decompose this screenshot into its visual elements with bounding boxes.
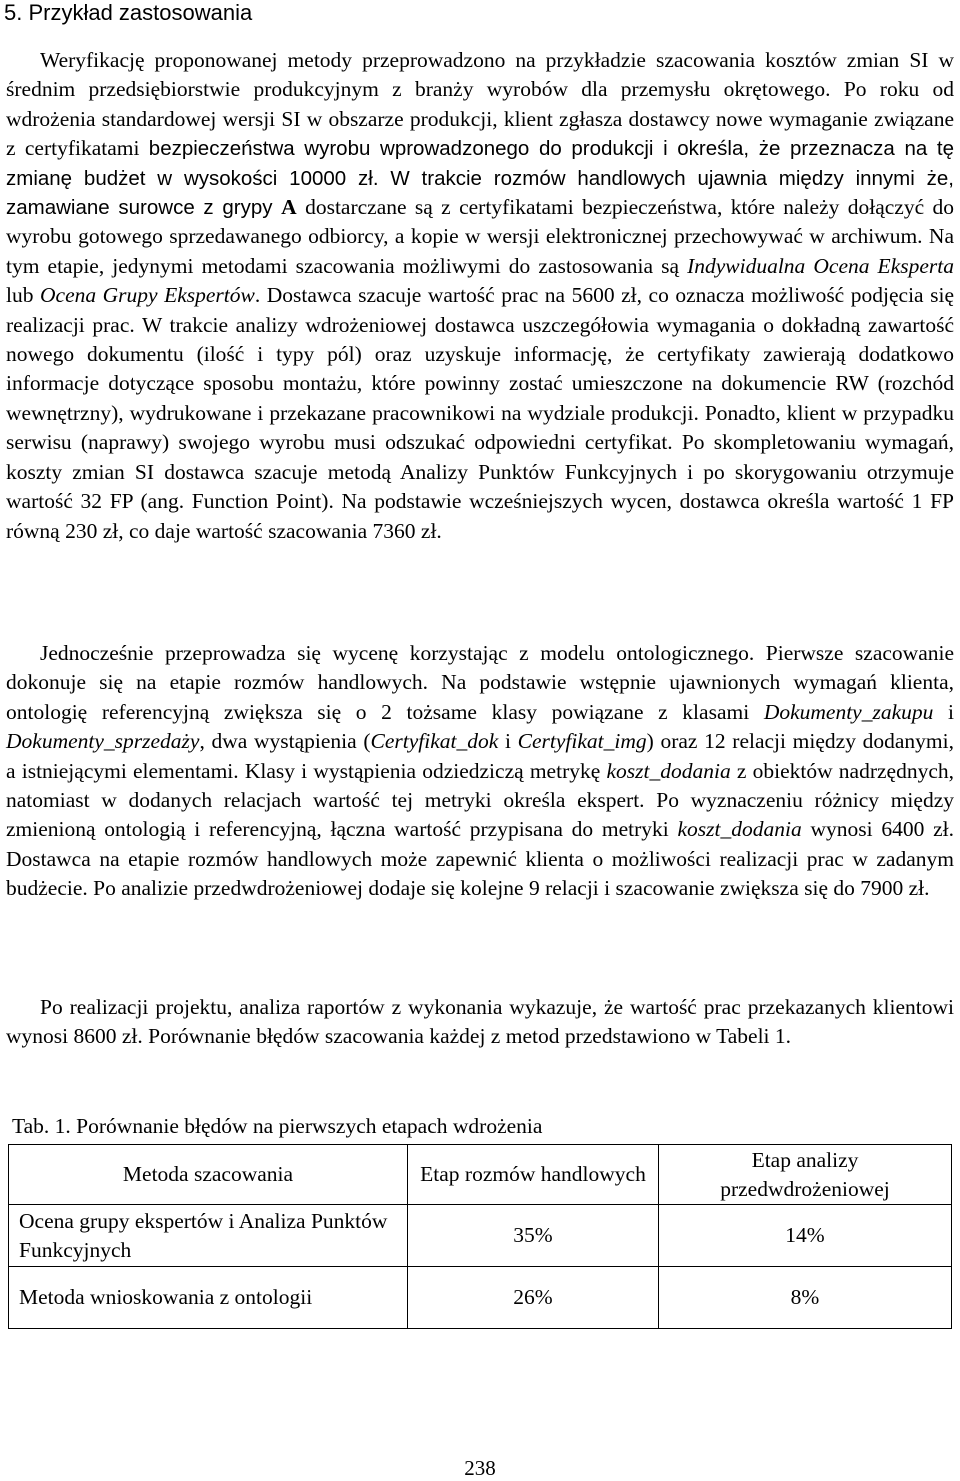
p2-text: ) oraz 12 relacji między dodanymi, a istniejącymi elementami. Klasy i wystąpienia odziedziczą metrykę	[6, 729, 954, 783]
table-row	[9, 1205, 952, 1267]
table-caption: Tab. 1. Porównanie błędów na pierwszych etapach wdrożenia	[12, 1114, 543, 1138]
comparison-table	[8, 1144, 952, 1329]
table-cell: 26%	[408, 1267, 659, 1329]
p2-text: i	[933, 699, 954, 724]
p2-text: , dwa wystąpienia (	[199, 729, 371, 754]
p1-bold: A	[281, 195, 297, 220]
p1-text: Weryfikację proponowanej metody przeprowadzono na przykładzie szacowania kosztów zmian SI w średnim przedsiębiorstwie produkcyjnym z branży wyrobów dla przemysłu okrętowego.	[6, 48, 954, 102]
p2-text: Jednocześnie przeprowadza się wycenę korzystając z modelu ontologicznego. Pierwsze szacowanie dokonuje się na etapie rozmów handlowych. Na podstawie wstępnie ujawnionych wymagań klienta, ontologię referencyjną zwiększa się o 2 tożsame klasy powiązane z klasami	[6, 641, 954, 724]
header-cell: Etap rozmów handlowych	[408, 1145, 659, 1205]
table-cell: Metoda wnioskowania z ontologii	[9, 1267, 408, 1329]
paragraph-3	[6, 993, 954, 1052]
paragraph-1	[6, 46, 954, 546]
p1-text: . Dostawca szacuje wartość prac na 5600 zł, co oznacza możliwość podjęcia się realizacji prac. W trakcie analizy wdrożeniowej dostawca uszczegółowia wymagania o dokładną zawartość nowego dokumentu (ilość i typy pól) oraz uzyskuje informację, że certyfikaty zawierają dodatkowo informacje dotyczące sposobu montażu, które powinny zostać umieszczone na dokumencie RW (rozchód wewnętrzny), wydrukowane i przekazane pracownikowi na wydziale produkcji. Ponadto, klient w przypadku serwisu (naprawy) swojego wyrobu musi odszukać odpowiedni certyfikat. Po skompletowaniu wymagań, koszty zmian SI dostawca szacuje metodą Analizy Punktów Funkcyjnych i po skorygowaniu otrzymuje wartość 32 FP (ang. Function Point). Na podstawie wcześniejszych wycen, dostawca określa wartość 1 FP równą 230 zł, co daje wartość szacowania 7360 zł.	[6, 283, 954, 543]
p2-italic: koszt_dodania	[677, 817, 802, 842]
p2-text: wynosi 6400 zł. Dostawca na etapie rozmów handlowych może zapewnić klienta o możliwości realizacji prac w zadanym budżecie. Po analizie przedwdrożeniowej dodaje się kolejne 9 relacji i szacowanie zwiększa się do 7900 zł.	[6, 817, 954, 901]
p1-text: Po roku od wdrożenia standardowej wersji SI w obszarze produkcji, klient zgłasza dostawcy nowe wymaganie związane z certyfikatami	[6, 77, 954, 161]
header-cell: Metoda szacowania	[9, 1145, 408, 1205]
section-heading: 5. Przykład zastosowania	[4, 0, 253, 25]
p2-italic: Dokumenty_sprzedaży	[6, 729, 200, 754]
p1-italic: Ocena Grupy Ekspertów	[40, 283, 255, 308]
table-cell: 8%	[659, 1267, 952, 1329]
p1-italic: Indywidualna Ocena Eksperta	[687, 253, 954, 278]
p2-italic: Certyfikat_dok	[370, 729, 499, 754]
p2-text: z obiektów nadrzędnych, natomiast w dodanych relacjach wartość tej metryki określa ekspert. Po wyznaczeniu różnicy między zmienioną ontologią i referencyjną, łączna wartość przypisana do metryki	[6, 758, 955, 842]
table-cell: 35%	[408, 1205, 659, 1267]
p2-italic: Dokumenty_zakupu	[763, 699, 934, 724]
paragraph-2	[6, 639, 954, 904]
p2-italic: Certyfikat_img	[517, 729, 647, 754]
p1-text: W trakcie rozmów handlowych ujawnia między innymi że, zamawiane surowce z grypy	[6, 166, 954, 220]
table-cell: 14%	[659, 1205, 952, 1267]
header-cell: Etap analizy przedwdrożeniowej	[659, 1145, 952, 1205]
table-row	[9, 1267, 952, 1329]
p2-text: i	[498, 729, 518, 754]
p1-text: bezpieczeństwa wyrobu wprowadzonego do produkcji i określa, że przeznacza na tę zmianę budżet w wysokości 10000 zł.	[6, 137, 954, 190]
table-cell: Ocena grupy ekspertów i Analiza Punktów Funkcyjnych	[9, 1205, 408, 1267]
p1-text: lub	[6, 283, 40, 308]
p1-text: dostarczane są z certyfikatami bezpieczeństwa, które należy dołączyć do wyrobu gotowego sprzedawanego odbiorcy, a kopie w wersji elektronicznej przechowywać w archiwum. Na tym etapie, jedynymi metodami szacowania możliwymi do zastosowania są	[6, 195, 954, 278]
table-header-row	[9, 1145, 952, 1205]
p2-italic: koszt_dodania	[606, 758, 731, 783]
p3-text: Po realizacji projektu, analiza raportów z wykonania wykazuje, że wartość prac przekazanych klientowi wynosi 8600 zł. Porównanie błędów szacowania każdej z metod przedstawiono w Tabeli 1.	[6, 995, 954, 1049]
page-number: 238	[464, 1456, 496, 1480]
